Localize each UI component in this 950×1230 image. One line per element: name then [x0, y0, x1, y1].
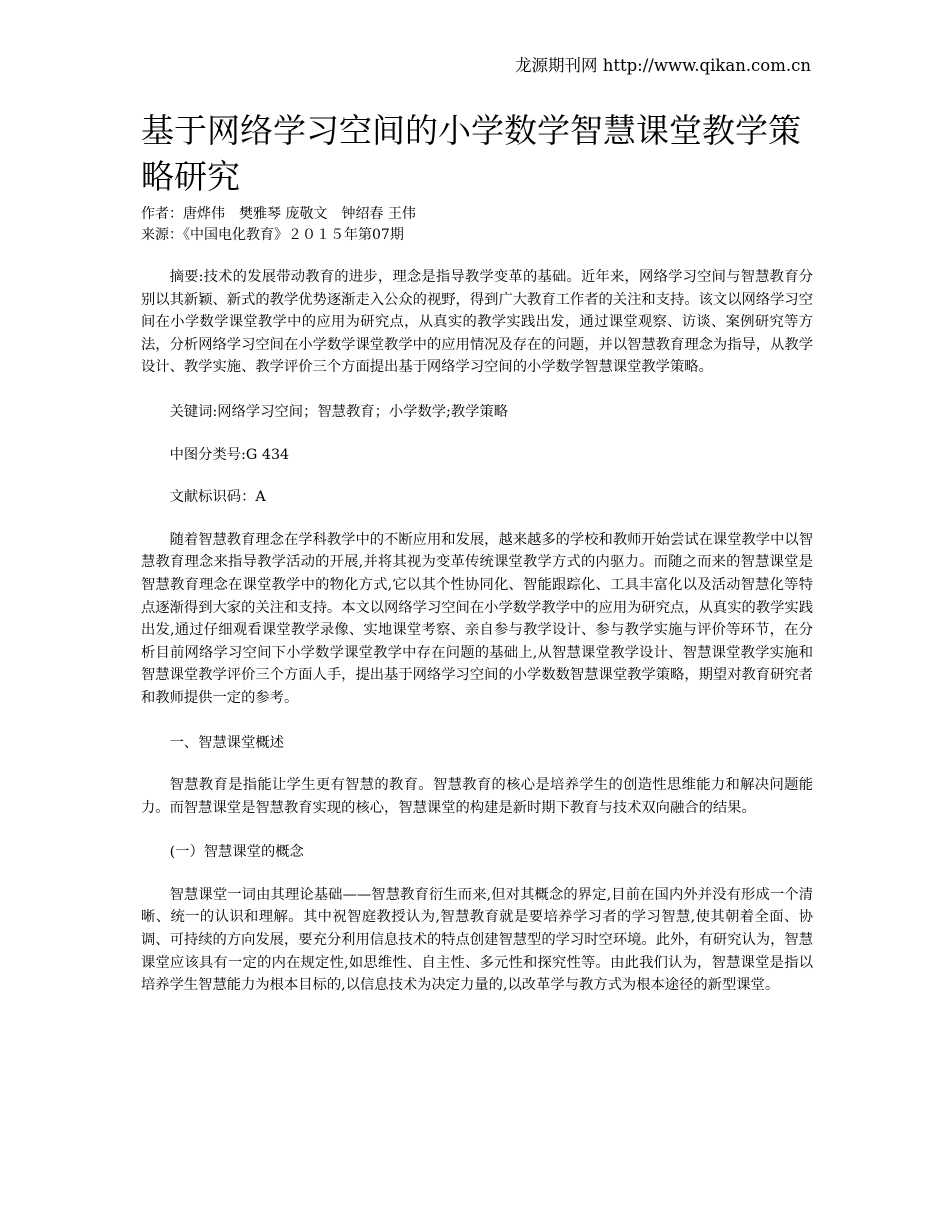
- document-page: [141, 0, 811, 1230]
- source-line: 来源：《中国电化教育》２０１５年第07期: [141, 227, 404, 243]
- document-code-line: 文献标识码：A: [169, 489, 266, 506]
- body-paragraph: 智慧课堂一词由其理论基础——智慧教育衍生而来,但对其概念的界定,目前在国内外并没有形成一个清晰、统一的认识和理解。其中祝智庭教授认为,智慧教育就是要培养学习者的学习智慧,使其朝着全面、协调、可持续的方向发展，要充分利用信息技术的特点创建智慧型的学习时空环境。此外，有研究认为，智慧课堂应该具有一定的内在规定性,如思维性、自主性、多元性和探究性等。由此我们认为，智慧课堂是指以培养学生智慧能力为根本目标的,以信息技术为决定力量的,以改革学与教方式为根本途径的新型课堂。: [141, 886, 813, 994]
- subsection-heading: (一）智慧课堂的概念: [169, 844, 304, 861]
- article-body: [141, 266, 813, 1019]
- body-paragraph: 智慧教育是指能让学生更有智慧的教育。智慧教育的核心是培养学生的创造性思维能力和解决问题能力。而智慧课堂是智慧教育实现的核心，智慧课堂的构建是新时期下教育与技术双向融合的结果。: [141, 777, 813, 816]
- classification-line: 中图分类号:G 434: [169, 446, 290, 463]
- abstract-paragraph: 摘要:技术的发展带动教育的进步，理念是指导教学变革的基础。近年来，网络学习空间与智慧教育分别以其新颖、新式的教学优势逐渐走入公众的视野，得到广大教育工作者的关注和支持。该文以网络学习空间在小学数学课堂教学中的应用为研究点，从真实的教学实践出发，通过课堂观察、访谈、案例研究等方法，分析网络学习空间在小学数学课堂教学中的应用情况及存在的问题，并以智慧教育理念为指导，从教学设计、教学实施、教学评价三个方面提出基于网络学习空间的小学数学智慧课堂教学策略。: [141, 269, 813, 376]
- author-line: 作者：唐烨伟 樊雅琴 庞敬文 钟绍春 王伟: [141, 206, 416, 222]
- intro-paragraph: 随着智慧教育理念在学科教学中的不断应用和发展，越来越多的学校和教师开始尝试在课堂教学中以智慧教育理念来指导教学活动的开展,并将其视为变革传统课堂教学方式的内驱力。而随之而来的智慧课堂是智慧教育理念在课堂教学中的物化方式,它以其个性协同化、智能跟踪化、工具丰富化以及活动智慧化等特点逐渐得到大家的关注和支持。本文以网络学习空间在小学数学教学中的应用为研究点，从真实的教学实践出发,通过仔细观看课堂教学录像、实地课堂考察、亲自参与教学设计、参与教学实施与评价等环节，在分析目前网络学习空间下小学数学课堂教学中存在问题的基础上,从智慧课堂教学设计、智慧课堂教学实施和智慧课堂教学评价三个方面人手，提出基于网络学习空间的小学数数智慧课堂教学策略，期望对教育研究者和教师提供一定的参考。: [141, 531, 813, 706]
- section-heading: 一、智慧课堂概述: [169, 734, 284, 751]
- keywords-line: 关键词:网络学习空间；智慧教育；小学数学;教学策略: [169, 403, 509, 420]
- article-title: 基于网络学习空间的小学数学智慧课堂教学策略研究: [141, 111, 801, 196]
- site-header: 龙源期刊网 http://www.qikan.com.cn: [514, 56, 811, 75]
